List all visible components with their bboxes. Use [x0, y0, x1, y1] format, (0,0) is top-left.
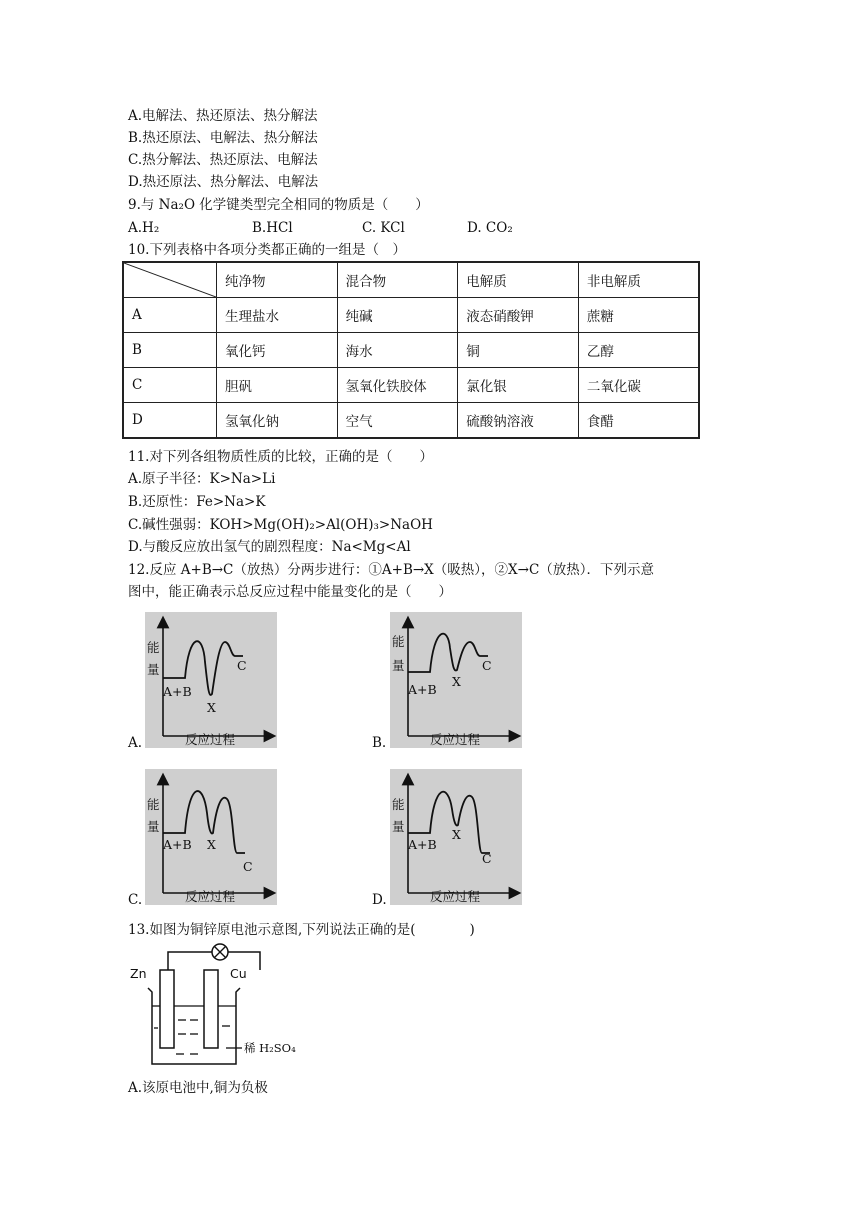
q8-option-a: A.电解法、热还原法、热分解法: [128, 108, 318, 124]
label-reactants: A+B: [408, 837, 437, 852]
table-cell: 铜: [458, 333, 579, 368]
ylabel-top: 能: [147, 797, 160, 812]
table-cell: D: [123, 403, 217, 439]
table-header: 纯净物: [217, 262, 338, 298]
label-reactants: A+B: [163, 684, 192, 699]
ylabel-bottom: 量: [147, 662, 160, 677]
table-cell: 空气: [337, 403, 458, 439]
energy-graph-a: [145, 612, 277, 748]
label-intermediate: X: [207, 837, 216, 852]
table-row: [123, 333, 699, 368]
table-header: 非电解质: [578, 262, 699, 298]
table-cell: 乙醇: [578, 333, 699, 368]
ylabel-top: 能: [392, 634, 405, 649]
q11-option-a: A.原子半径：K>Na>Li: [128, 471, 276, 487]
xlabel: 反应过程: [430, 889, 481, 904]
q8-option-c: C.热分解法、热还原法、电解法: [128, 152, 318, 168]
q11-stem: 11.对下列各组物质性质的比较，正确的是（ ）: [128, 449, 433, 465]
table-cell: 生理盐水: [217, 298, 338, 333]
q13-stem: 13.如图为铜锌原电池示意图,下列说法正确的是( ): [128, 922, 475, 938]
label-intermediate: X: [452, 674, 461, 689]
q12-stem-line2: 图中，能正确表示总反应过程中能量变化的是（ ）: [128, 584, 452, 600]
ylabel-bottom: 量: [392, 658, 405, 673]
table-cell: 海水: [337, 333, 458, 368]
table-cell: B: [123, 333, 217, 368]
ylabel-top: 能: [392, 797, 405, 812]
table-row: [123, 368, 699, 403]
galvanic-cell-diagram: [126, 942, 316, 1074]
table-row: [123, 298, 699, 333]
q12-option-a-letter: A.: [128, 735, 143, 751]
table-cell: 硫酸钠溶液: [458, 403, 579, 439]
q9-stem: 9.与 Na₂O 化学键类型完全相同的物质是（ ）: [128, 197, 429, 213]
q10-stem: 10.下列表格中各项分类都正确的一组是（ ）: [128, 242, 406, 258]
q8-option-b: B.热还原法、电解法、热分解法: [128, 130, 318, 146]
table-header: 电解质: [458, 262, 579, 298]
label-product: C: [482, 658, 492, 673]
table-cell: 蔗糖: [578, 298, 699, 333]
xlabel: 反应过程: [430, 732, 481, 747]
label-product: C: [237, 658, 247, 673]
q12-stem-line1: 12.反应 A+B→C（放热）分两步进行：①A+B→X（吸热），②X→C（放热）．下列示意: [128, 562, 655, 578]
table-cell: 氢氧化铁胶体: [337, 368, 458, 403]
label-intermediate: X: [207, 700, 216, 715]
table-header-row: [123, 262, 699, 298]
cu-label: Cu: [230, 966, 247, 981]
q11-option-b: B.还原性：Fe>Na>K: [128, 494, 266, 510]
classification-table: [122, 261, 700, 439]
q8-option-d: D.热还原法、热分解法、电解法: [128, 174, 319, 190]
q11-option-d: D.与酸反应放出氢气的剧烈程度：Na<Mg<Al: [128, 539, 411, 555]
xlabel: 反应过程: [185, 732, 236, 747]
ylabel-bottom: 量: [147, 819, 160, 834]
zn-label: Zn: [130, 966, 147, 981]
q13-option-a: A.该原电池中,铜为负极: [128, 1080, 268, 1096]
table-cell: 二氧化碳: [578, 368, 699, 403]
q12-option-c-letter: C.: [128, 892, 143, 908]
label-product: C: [243, 859, 253, 874]
label-intermediate: X: [452, 827, 461, 842]
table-cell: 纯碱: [337, 298, 458, 333]
q9-option-b: B.HCl: [252, 220, 293, 236]
label-reactants: A+B: [163, 837, 192, 852]
label-product: C: [482, 851, 492, 866]
table-cell: 胆矾: [217, 368, 338, 403]
table-cell: 食醋: [578, 403, 699, 439]
table-cell: 氢氧化钠: [217, 403, 338, 439]
label-reactants: A+B: [408, 682, 437, 697]
q11-option-c: C.碱性强弱：KOH>Mg(OH)₂>Al(OH)₃>NaOH: [128, 517, 433, 533]
q9-option-c: C. KCl: [362, 220, 405, 236]
table-cell: 氧化钙: [217, 333, 338, 368]
ylabel-top: 能: [147, 640, 160, 655]
energy-graph-c: [145, 769, 277, 905]
table-cell: 液态硝酸钾: [458, 298, 579, 333]
acid-label: 稀 H₂SO₄: [244, 1041, 296, 1055]
table-row: [123, 403, 699, 439]
energy-graph-b: [390, 612, 522, 748]
q12-option-b-letter: B.: [372, 735, 387, 751]
q9-option-a: A.H₂: [128, 220, 160, 236]
table-cell: A: [123, 298, 217, 333]
table-header: 混合物: [337, 262, 458, 298]
table-cell: 氯化银: [458, 368, 579, 403]
ylabel-bottom: 量: [392, 819, 405, 834]
q9-option-d: D. CO₂: [467, 220, 513, 236]
q12-option-d-letter: D.: [372, 892, 387, 908]
xlabel: 反应过程: [185, 889, 236, 904]
table-cell: C: [123, 368, 217, 403]
energy-curve-a: [145, 612, 277, 748]
energy-graph-d: [390, 769, 522, 905]
diagonal-line: [124, 263, 216, 297]
table-corner-cell: [123, 262, 217, 298]
